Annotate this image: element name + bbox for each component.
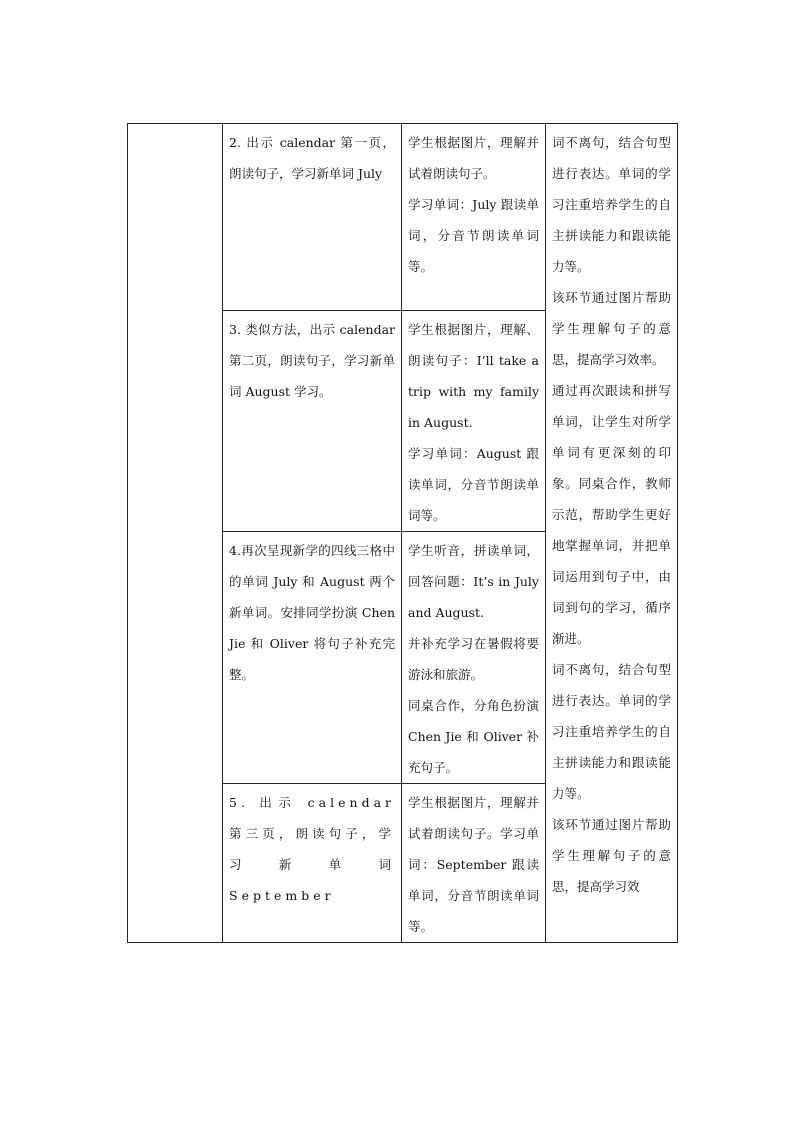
teacher-activity-cell (223, 124, 402, 311)
student-activity-cell (402, 311, 546, 532)
table-row (128, 124, 678, 311)
design-intent-text: 词不离句，结合句型进行表达。单词的学习注重培养学生的自主拼读能力和跟读能力等。 (552, 662, 671, 801)
student-activity-text: 学习单词：August 跟读单词，分音节朗读单词等。 (408, 446, 539, 523)
teacher-activity-text: 3. 类似方法，出示 calendar 第二页，朗读句子，学习新单词 August 学习。 (229, 322, 395, 399)
teacher-activity-text: 4.再次呈现新学的四线三格中的单词 July 和 August 两个新单词。安排同学扮演 Chen Jie 和 Oliver 将句子补充完整。 (229, 543, 395, 682)
student-activity-text: 学生听音，拼读单词，回答问题：It’s in July and August. (408, 543, 539, 620)
student-activity-text: 学生根据图片，理解并试着朗读句子。 (408, 135, 539, 181)
student-activity-text: 学生根据图片，理解、朗读句子：I’ll take a trip with my family in August. (408, 322, 539, 430)
student-activity-text: 学生根据图片，理解并试着朗读句子。学习单词：September 跟读单词，分音节朗读单词等。 (408, 795, 539, 934)
teacher-activity-cell (223, 784, 402, 943)
teacher-activity-text: 2. 出示 calendar 第一页，朗读句子，学习新单词 July (229, 135, 395, 181)
student-activity-cell (402, 532, 546, 784)
design-intent-text: 该环节通过图片帮助学生理解句子的意思，提高学习效率。 (552, 290, 671, 367)
student-activity-cell (402, 784, 546, 943)
student-activity-cell (402, 124, 546, 311)
student-activity-text: 学习单词：July 跟读单词，分音节朗读单词等。 (408, 197, 539, 274)
teacher-activity-cell (223, 311, 402, 532)
teacher-activity-cell (223, 532, 402, 784)
design-intent-text: 该环节通过图片帮助学生理解句子的意思，提高学习效 (552, 817, 671, 894)
design-intent-cell (546, 124, 678, 943)
teacher-activity-text: 5. 出示 calendar 第三页，朗读句子，学习新单词 September (229, 795, 395, 903)
student-activity-text: 并补充学习在暑假将要游泳和旅游。 (408, 636, 539, 682)
design-intent-text: 词不离句，结合句型进行表达。单词的学习注重培养学生的自主拼读能力和跟读能力等。 (552, 135, 671, 274)
stage-cell (128, 124, 223, 943)
student-activity-text: 同桌合作，分角色扮演 Chen Jie 和 Oliver 补充句子。 (408, 698, 539, 775)
design-intent-text: 通过再次跟读和拼写单词，让学生对所学单词有更深刻的印象。同桌合作，教师示范，帮助学生更好地掌握单词，并把单词运用到句子中，由词到句的学习，循序渐进。 (552, 383, 671, 646)
lesson-plan-table (127, 123, 678, 943)
